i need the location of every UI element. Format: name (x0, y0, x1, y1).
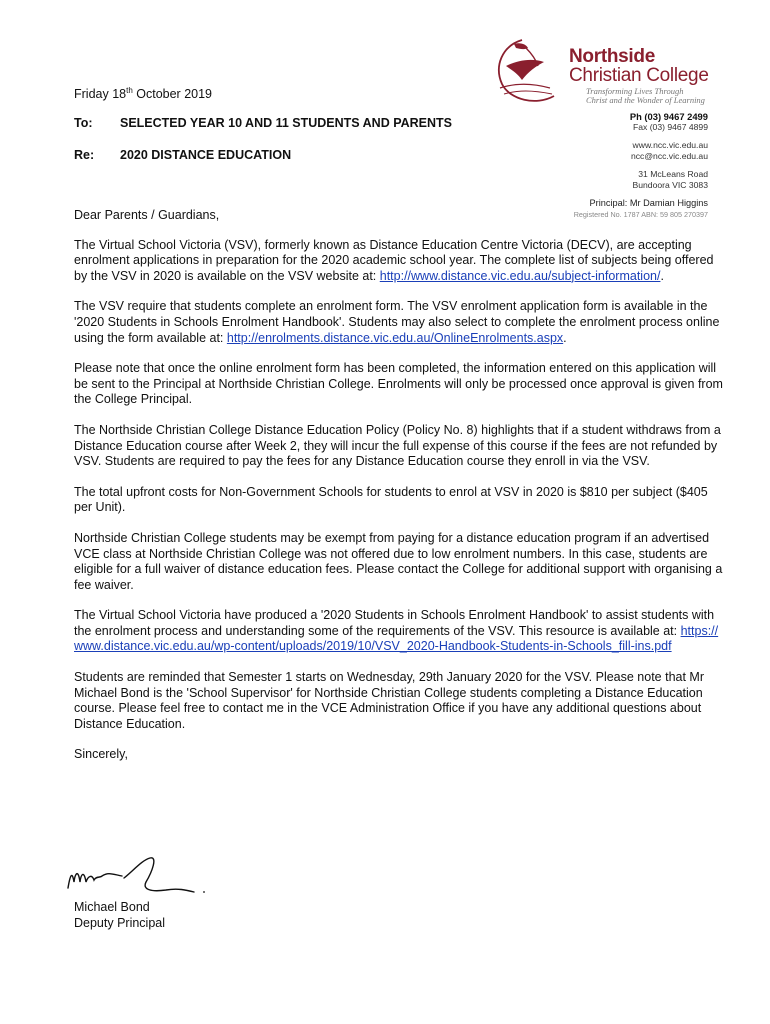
online-enrolments-link[interactable]: http://enrolments.distance.vic.edu.au/OnlineEnrolments.aspx (226, 330, 564, 345)
to-value: SELECTED YEAR 10 AND 11 STUDENTS AND PARENTS (120, 116, 453, 130)
paragraph-5: The total upfront costs for Non-Government Schools for students to enrol at VSV in 2020 is $810 per subject ($405 per Unit). (74, 484, 708, 515)
re-line (74, 148, 291, 162)
salutation: Dear Parents / Guardians, (74, 208, 220, 222)
paragraph-6: Northside Christian College students may be exempt from paying for a distance education program if an advertised VCE class at Northside Christian College was not offered due to low enrolment numbers. In this case, students are eligible for a full waiver of distance education fees. Please contact the College for additional support with organising a fee waiver. (74, 530, 723, 592)
website: www.ncc.vic.edu.au (632, 140, 708, 150)
logo-tagline-line2: Christ and the Wonder of Learning (586, 95, 705, 105)
paragraph-4: The Northside Christian College Distance Education Policy (Policy No. 8) highlights that if a student withdraws from a Distance Education course after Week 2, they will incur the full expense of this course if the fees are not refunded by VSV. Students are required to pay the fees for any Distance Education course they enroll in via the VSV. (74, 422, 721, 469)
handbook-link[interactable]: https://www.distance.vic.edu.au/wp-content/uploads/2019/10/VSV_2020-Handbook-Students-in-Schools_fill-ins.pdf (74, 623, 719, 654)
registration-number: Registered No. 1787 ABN: 59 805 270397 (573, 210, 708, 219)
logo-tagline-line1: Transforming Lives Through (586, 86, 684, 96)
logo-name-line2: Christian College (569, 65, 709, 86)
paragraph-1: The Virtual School Victoria (VSV), formerly known as Distance Education Centre Victoria (DECV), are accepting enrolment applications in preparation for the 2020 academic school year. The complete list of subjects being offered by the VSV in 2020 is available on the VSV website at: http://www.distance.vic.edu.au/subject-information/. (74, 237, 714, 283)
principal-name: Principal: Mr Damian Higgins (589, 198, 708, 208)
to-label: To: (74, 116, 93, 130)
logo-name-line1: Northside (569, 46, 655, 67)
signer-name: Michael Bond (74, 900, 150, 914)
address-line1: 31 McLeans Road (638, 169, 708, 179)
paragraph-2: The VSV require that students complete an enrolment form. The VSV enrolment application form is available in the '2020 Students in Schools Enrolment Handbook'. Students may also select to complete the enrolment process online using the form available at: http://enrolments.distance.vic.edu.au/OnlineEnrolments.aspx. (74, 299, 720, 345)
fax-number: Fax (03) 9467 4899 (632, 122, 708, 132)
re-label: Re: (74, 148, 95, 162)
contact-block (574, 111, 708, 220)
to-line (74, 116, 452, 130)
college-logo (492, 36, 716, 106)
paragraph-7: The Virtual School Victoria have produced a '2020 Students in Schools Enrolment Handbook' to assist students with the enrolment process and understanding some of the requirements of the VSV. This resource is available at: https://www.distance.vic.edu.au/wp-content/uploads/2019/10/VSV_2020-Handbook-Students-in-Schools_fill-ins.pdf (74, 608, 719, 654)
signer-block (74, 899, 165, 931)
paragraph-3: Please note that once the online enrolment form has been completed, the information entered on this application will be sent to the Principal at Northside Christian College. Enrolments will only be processed once approval is given from the College Principal. (74, 361, 723, 407)
letter-body (74, 208, 724, 778)
signer-title: Deputy Principal (74, 916, 166, 930)
email: ncc@ncc.vic.edu.au (630, 151, 708, 161)
paragraph-8: Students are reminded that Semester 1 starts on Wednesday, 29th January 2020 for the VSV. Please note that Mr Michael Bond is the 'School Supervisor' for Northside Christian College students completing a Distance Education course. Please feel free to contact me in the VCE Administration Office if you have any additional questions about Distance Education. (74, 670, 704, 731)
signature-icon (62, 852, 212, 900)
phone-number: Ph (03) 9467 2499 (629, 111, 708, 122)
letter-date: Friday 18th October 2019 (74, 86, 212, 102)
address-line2: Bundoora VIC 3083 (632, 180, 708, 190)
re-value: 2020 DISTANCE EDUCATION (120, 148, 292, 162)
subject-information-link[interactable]: http://www.distance.vic.edu.au/subject-information/ (379, 268, 661, 283)
closing: Sincerely, (74, 747, 128, 762)
